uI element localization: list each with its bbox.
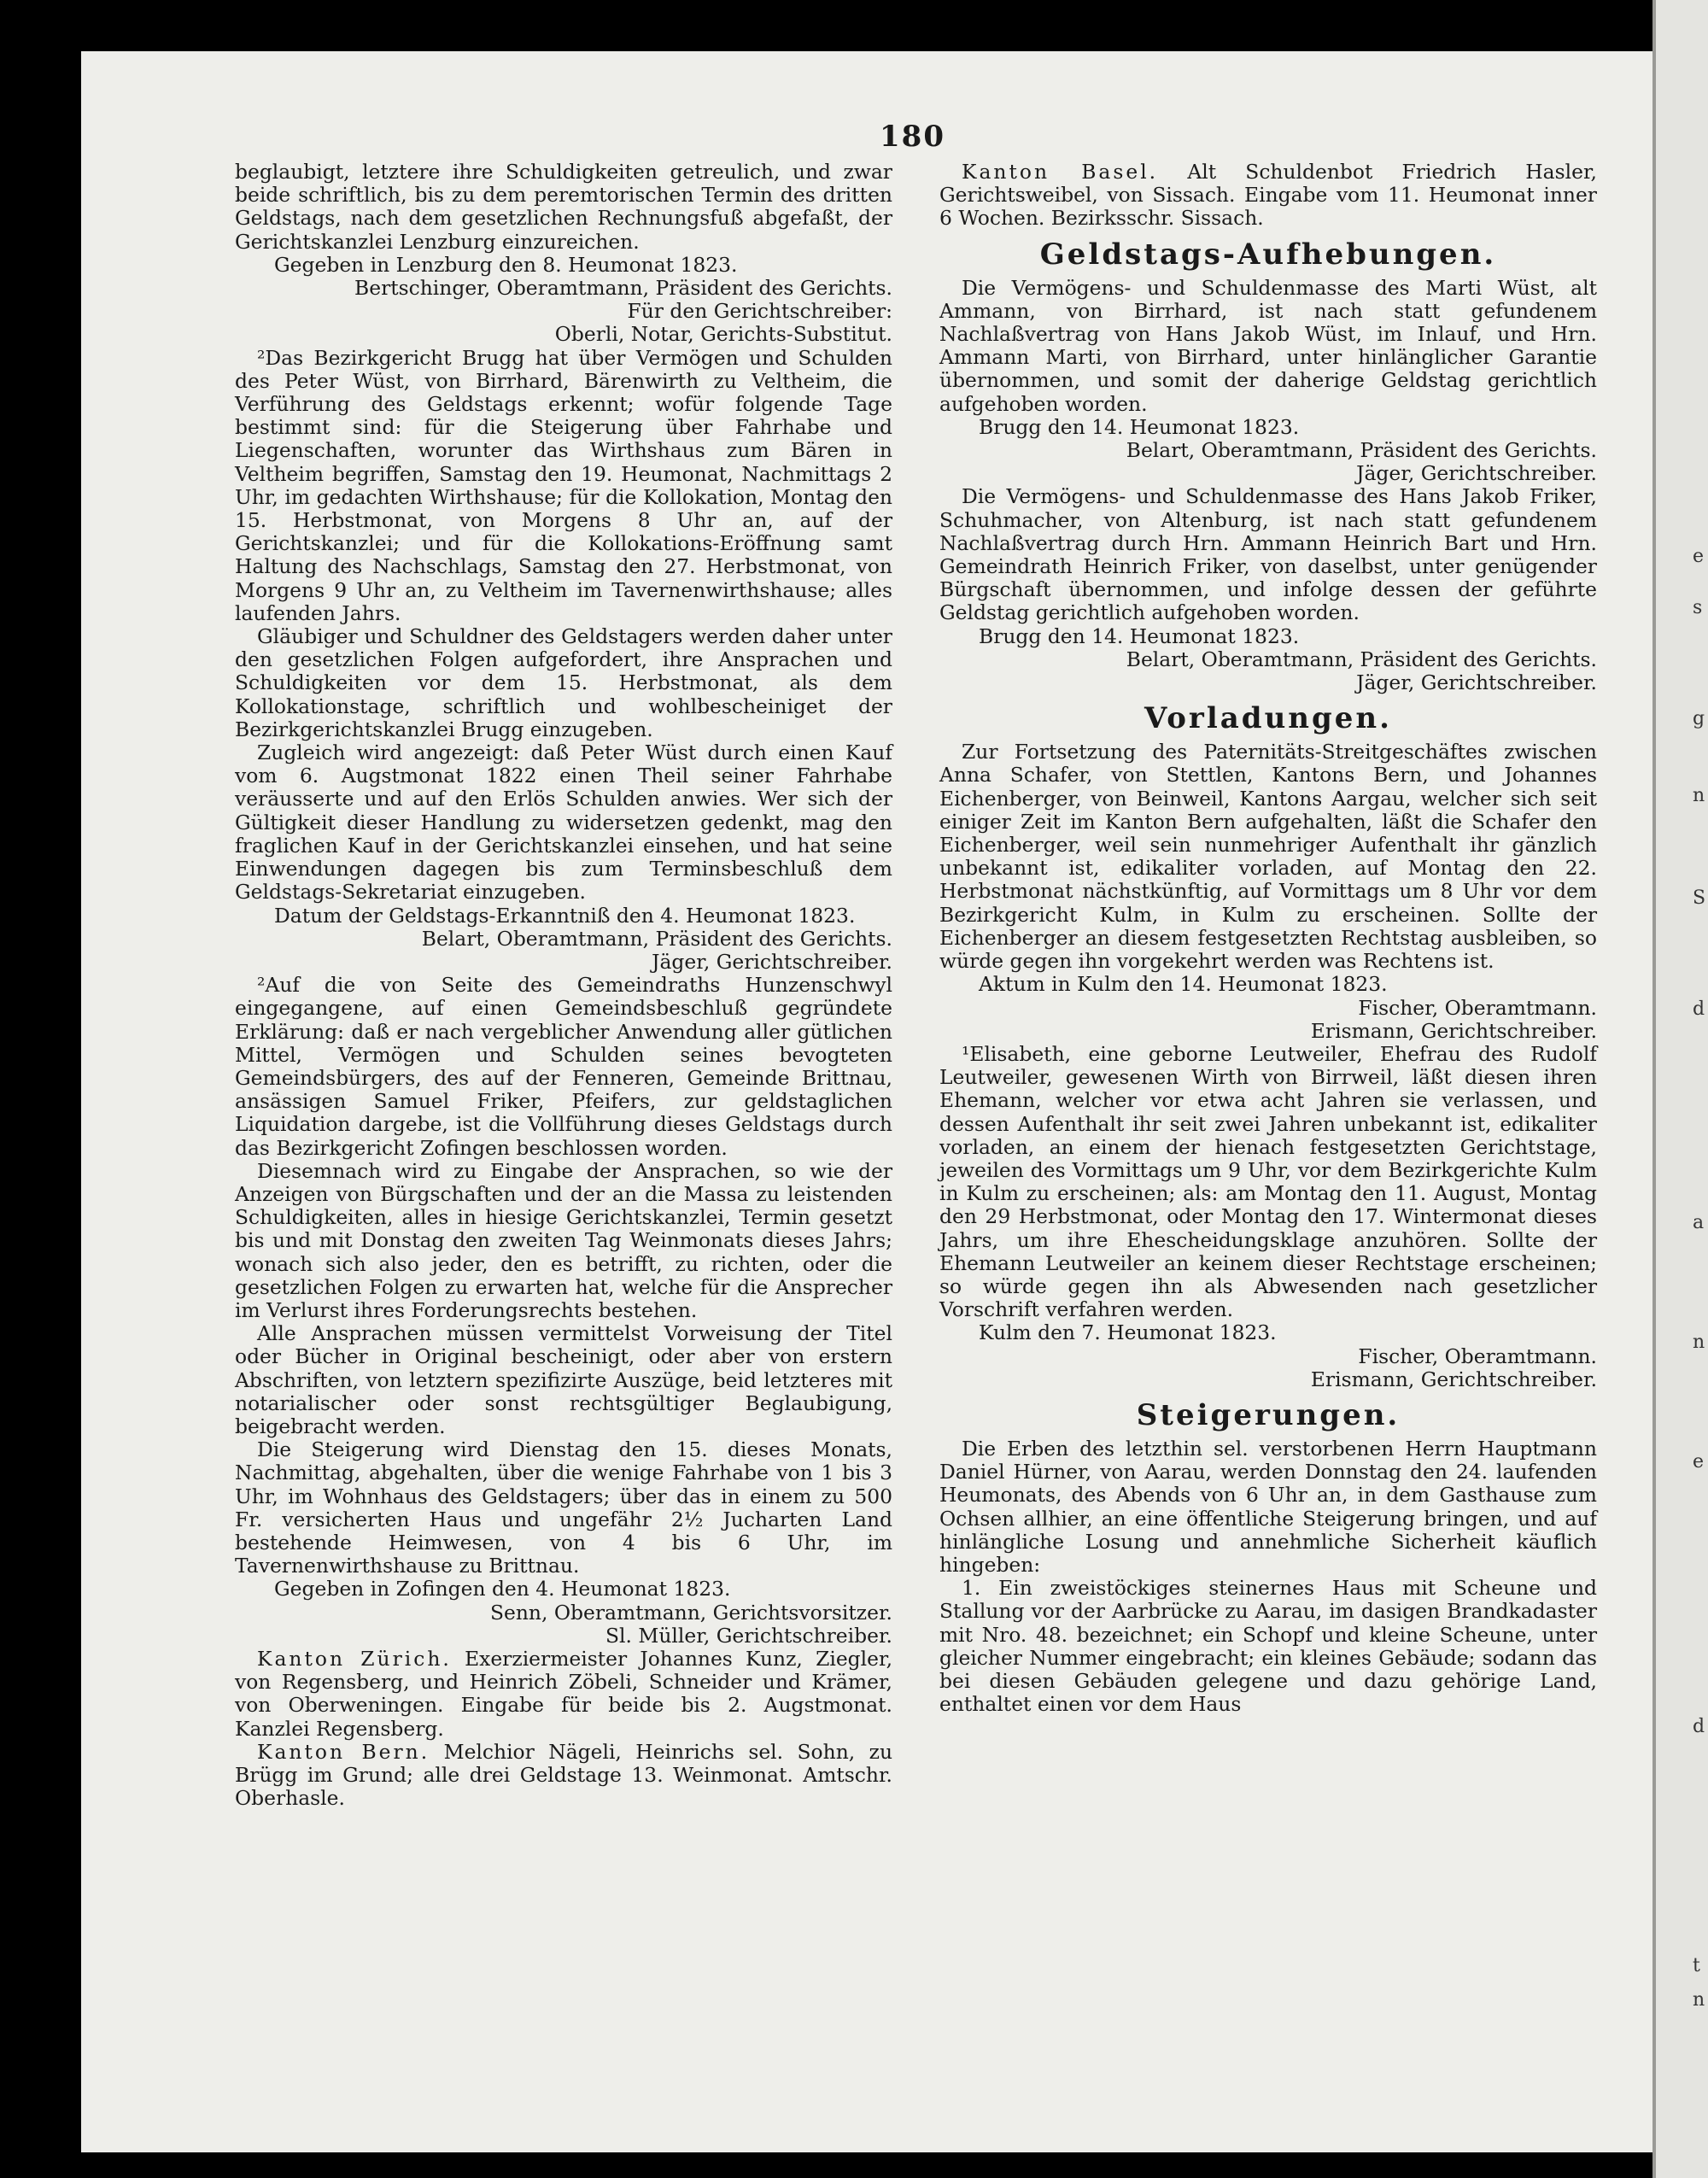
edge-fragment: d xyxy=(1693,999,1705,1020)
edge-fragment: n xyxy=(1693,786,1705,806)
paragraph: Diesemnach wird zu Eingabe der Ansprachen, so wie der Anzeigen von Bürgschaften und der an die Massa zu leistenden Schuldigkeiten, alles in hiesige Gerichtskanzlei, Termin gesetzt bis und mit Donstag den zweiten Tag Weinmonats dieses Jahrs; wonach sich also jeder, den es betrifft, zu richten, oder die gesetzlichen Folgen zu erwarten hat, welche für die Ansprecher im Verlurst ihres Forderungsrechts bestehen. xyxy=(235,1158,892,1322)
signature-line: Senn, Oberamtmann, Gerichtsvorsitzer. xyxy=(489,1600,892,1625)
date-line: Kulm den 7. Heumonat 1823. xyxy=(979,1320,1277,1345)
paragraph: Gläubiger und Schuldner des Geldstagers werden daher unter den gesetzlichen Folgen aufgefordert, ihre Ansprachen und Schuldigkeiten vor dem 15. Herbstmonat, als dem Kollokationstage, schriftlich und wohlbescheiniget der Bezirkgerichtskanzlei Brugg einzugeben. xyxy=(235,624,892,741)
signature-line: Oberli, Notar, Gerichts-Substitut. xyxy=(554,322,892,347)
date-line: Brugg den 14. Heumonat 1823. xyxy=(979,624,1300,648)
paragraph: Die Steigerung wird Dienstag den 15. dieses Monats, Nachmittag, abgehalten, über die wenige Fahrhabe von 1 bis 3 Uhr, im Wohnhaus des Geldstagers; über das in einem zu 500 Fr. versicherten Haus und ungefähr 2½ Jucharten Land bestehende Heimwesen, von 4 bis 6 Uhr, im Tavernenwirthshause zu Brittnau. xyxy=(235,1437,892,1578)
signature-line: Fischer, Oberamtmann. xyxy=(1358,1344,1597,1368)
signature-line: Erismann, Gerichtschreiber. xyxy=(1310,1018,1597,1043)
date-line: Gegeben in Zofingen den 4. Heumonat 1823. xyxy=(274,1577,731,1601)
right-column xyxy=(939,161,1597,1716)
adjacent-page-edge xyxy=(1652,0,1708,2178)
signature-line: Für den Gerichtschreiber: xyxy=(627,299,892,324)
canton-label: Kanton Zürich. xyxy=(257,1647,452,1671)
canton-text: Melchior Nägeli, Heinrichs sel. Sohn, zu Brügg im Grund; alle drei Geldstage 13. Weinmonat. Amtschr. Oberhasle. xyxy=(235,1739,893,1811)
edge-fragment: S xyxy=(1693,888,1706,909)
signature-line: Jäger, Gerichtschreiber. xyxy=(652,949,892,974)
edge-fragment: e xyxy=(1693,547,1705,567)
page-number: 180 xyxy=(880,120,945,154)
list-item: 1. Ein zweistöckiges steinernes Haus mit Scheune und Stallung vor der Aarbrücke zu Aarau, im dasigen Brandkadaster mit Nro. 48. bezeichnet; ein Schopf und kleine Scheune, unter gleicher Nummer eingebracht; ein kleines Gebäude; sodann das bei diesen Gebäuden gelegene und dazu gehörige Land, enthaltet einen vor dem Haus xyxy=(939,1576,1597,1717)
canton-text: Alt Schuldenbot Friedrich Hasler, Gerichtsweibel, von Sissach. Eingabe vom 11. Heumonat inner 6 Wochen. Bezirksschr. Sissach. xyxy=(939,160,1597,231)
signature-line: Belart, Oberamtmann, Präsident des Gerichts. xyxy=(1126,647,1597,671)
edge-fragment: t xyxy=(1693,1956,1700,1976)
notice-paragraph: ²Das Bezirkgericht Brugg hat über Vermögen und Schulden des Peter Wüst, von Birrhard, Bärenwirth zu Veltheim, die Verführung des Geldstags erkennt; wofür folgende Tage bestimmt sind: für die Steigerung über Fahrhabe und Liegenschaften, worunter das Wirthshaus zum Bären in Veltheim begriffen, Samstag den 19. Heumonat, Nachmittags 2 Uhr, im gedachten Wirthshause; für die Kollokation, Montag den 15. Herbstmonat, von Morgens 8 Uhr an, auf der Gerichtskanzlei; und für die Kollokations-Eröffnung samt Haltung des Nachschlags, Samstag den 27. Herbstmonat, von Morgens 9 Uhr an, zu Veltheim im Tavernenwirthshause; alles laufenden Jahrs. xyxy=(235,345,892,625)
signature-line: Jäger, Gerichtschreiber. xyxy=(1356,670,1597,695)
canton-entry xyxy=(235,1648,892,1741)
paragraph: Die Vermögens- und Schuldenmasse des Hans Jakob Friker, Schuhmacher, von Altenburg, ist nach statt gefundenem Nachlaßvertrag durch Hrn. Ammann Heinrich Bart und Hrn. Gemeindrath Heinrich Friker, von daselbst, unter genügender Bürgschaft übernommen, und infolge dessen der geführte Geldstag gerichtlich aufgehoben worden. xyxy=(939,484,1597,625)
date-line: Datum der Geldstags-Erkanntniß den 4. Heumonat 1823. xyxy=(274,903,856,928)
canton-entry xyxy=(939,161,1597,231)
edge-fragment: g xyxy=(1693,709,1705,729)
date-line: Brugg den 14. Heumonat 1823. xyxy=(979,414,1300,439)
paragraph: Die Erben des letzthin sel. verstorbenen Herrn Hauptmann Daniel Hürner, von Aarau, werden Donnstag den 24. laufenden Heumonats, des Abends von 6 Uhr an, in dem Gasthause zum Ochsen allhier, an eine öffentliche Steigerung bringen, und auf hinlängliche Losung und annehmliche Sicherheit käuflich hingeben: xyxy=(939,1436,1597,1577)
paragraph: Zugleich wird angezeigt: daß Peter Wüst durch einen Kauf vom 6. Augstmonat 1822 einen Theil seiner Fahrhabe veräusserte und auf den Erlös Schulden anwies. Wer sich der Gültigkeit dieser Handlung zu widersetzen gedenkt, mag den fraglichen Kauf in der Gerichtskanzlei einsehen, und hat seine Einwendungen dagegen bis zum Terminsbeschluß dem Geldstags-Sekretariat einzugeben. xyxy=(235,741,892,905)
signature-line: Erismann, Gerichtschreiber. xyxy=(1310,1367,1597,1391)
notice-paragraph: ¹Elisabeth, eine geborne Leutweiler, Ehefrau des Rudolf Leutweiler, gewesenen Wirth von Birrweil, läßt diesen ihren Ehemann, welcher vor etwa acht Jahren sie verlassen, und dessen Aufenthalt ihr seit zwei Jahren unbekannt ist, edikaliter vorladen, an einem der hienach festgesetzten Gerichtstage, jeweilen des Vormittags um 9 Uhr, vor dem Bezirkgerichte Kulm in Kulm zu erscheinen; als: am Montag den 11. August, Montag den 29 Herbstmonat, oder Montag den 17. Wintermonat dieses Jahrs, um ihre Ehescheidungsklage anzuhören. Sollte der Ehemann Leutweiler an keinem dieser Rechtstage erscheinen; so würde gegen ihn als Abwesenden nach gesetzlicher Vorschrift verfahren werden. xyxy=(939,1041,1597,1322)
signature-line: Jäger, Gerichtschreiber. xyxy=(1356,461,1597,486)
left-column xyxy=(235,161,892,1810)
paragraph: Alle Ansprachen müssen vermittelst Vorweisung der Titel oder Bücher in Original bescheinigt, oder aber von erstern Abschriften, von letztern spezifizirte Auszüge, beid letzteres mit notarialischer oder sonst rechtsgültiger Beglaubigung, beigebracht werden. xyxy=(235,1321,892,1438)
date-line: Gegeben in Lenzburg den 8. Heumonat 1823. xyxy=(274,252,738,277)
edge-fragment: d xyxy=(1693,1717,1705,1737)
canton-label: Kanton Bern. xyxy=(257,1739,430,1764)
date-line: Aktum in Kulm den 14. Heumonat 1823. xyxy=(979,972,1388,997)
edge-fragment: s xyxy=(1693,598,1703,618)
edge-fragment: e xyxy=(1693,1452,1705,1472)
edge-fragment: n xyxy=(1693,1990,1705,2011)
signature-line: Fischer, Oberamtmann. xyxy=(1358,995,1597,1020)
notice-paragraph: ²Auf die von Seite des Gemeindraths Hunzenschwyl eingegangene, auf einen Gemeindsbeschluß gegründete Erklärung: daß er nach vergeblicher Anwendung aller gütlichen Mittel, Vermögen und Schulden seines bevogteten Gemeindsbürgers, des auf der Fenneren, Gemeinde Brittnau, ansässigen Samuel Friker, Pfeifers, zur geldstaglichen Liquidation dargebe, ist die Vollführung dieses Geldstags durch das Bezirkgericht Zofingen beschlossen worden. xyxy=(235,973,892,1160)
section-heading: Geldstags-Aufhebungen. xyxy=(1039,237,1497,272)
paragraph: Die Vermögens- und Schuldenmasse des Marti Wüst, alt Ammann, von Birrhard, ist nach statt gefundenem Nachlaßvertrag von Hans Jakob Wüst, im Inlauf, und Hrn. Ammann Marti, von Birrhard, unter hinlänglicher Garantie übernommen, und somit der daherige Geldstag gerichtlich aufgehoben worden. xyxy=(939,275,1597,416)
signature-line: Bertschinger, Oberamtmann, Präsident des Gerichts. xyxy=(354,276,892,301)
edge-fragment: n xyxy=(1693,1332,1705,1353)
canton-text: Exerziermeister Johannes Kunz, Ziegler, von Regensberg, und Heinrich Zöbeli, Schneider und Krämer, von Oberweningen. Eingabe für beide bis 2. Augstmonat. Kanzlei Regensberg. xyxy=(235,1647,893,1741)
canton-entry xyxy=(235,1741,892,1811)
section-heading: Steigerungen. xyxy=(1136,1397,1401,1432)
signature-line: Belart, Oberamtmann, Präsident des Gerichts. xyxy=(421,926,892,951)
paragraph: beglaubigt, letztere ihre Schuldigkeiten getreulich, und zwar beide schriftlich, bis zu dem peremtorischen Termin des dritten Geldstags, nach dem gesetzlichen Rechnungsfuß abgefaßt, der Gerichtskanzlei Lenzburg einzureichen. xyxy=(235,160,892,254)
section-heading: Vorladungen. xyxy=(1144,701,1392,736)
signature-line: Belart, Oberamtmann, Präsident des Gerichts. xyxy=(1126,438,1597,463)
edge-fragment: a xyxy=(1693,1213,1705,1233)
signature-line: Sl. Müller, Gerichtschreiber. xyxy=(605,1623,892,1648)
canton-label: Kanton Basel. xyxy=(962,160,1159,184)
paragraph: Zur Fortsetzung des Paternitäts-Streitgeschäftes zwischen Anna Schafer, von Stettlen, Kantons Bern, und Johannes Eichenberger, von Beinweil, Kantons Aargau, welcher sich seit einiger Zeit im Kanton Bern aufgehalten, läßt die Schafer den Eichenberger, weil sein nunmehriger Aufenthalt ihr gänzlich unbekannt ist, edikaliter vorladen, auf Montag den 22. Herbstmonat nächstkünftig, auf Vormittags um 8 Uhr vor dem Bezirkgericht Kulm, in Kulm zu erscheinen. Sollte der Eichenberger an diesem festgesetzten Rechtstag ausbleiben, so würde gegen ihn vorgekehrt werden was Rechtens ist. xyxy=(939,740,1597,974)
